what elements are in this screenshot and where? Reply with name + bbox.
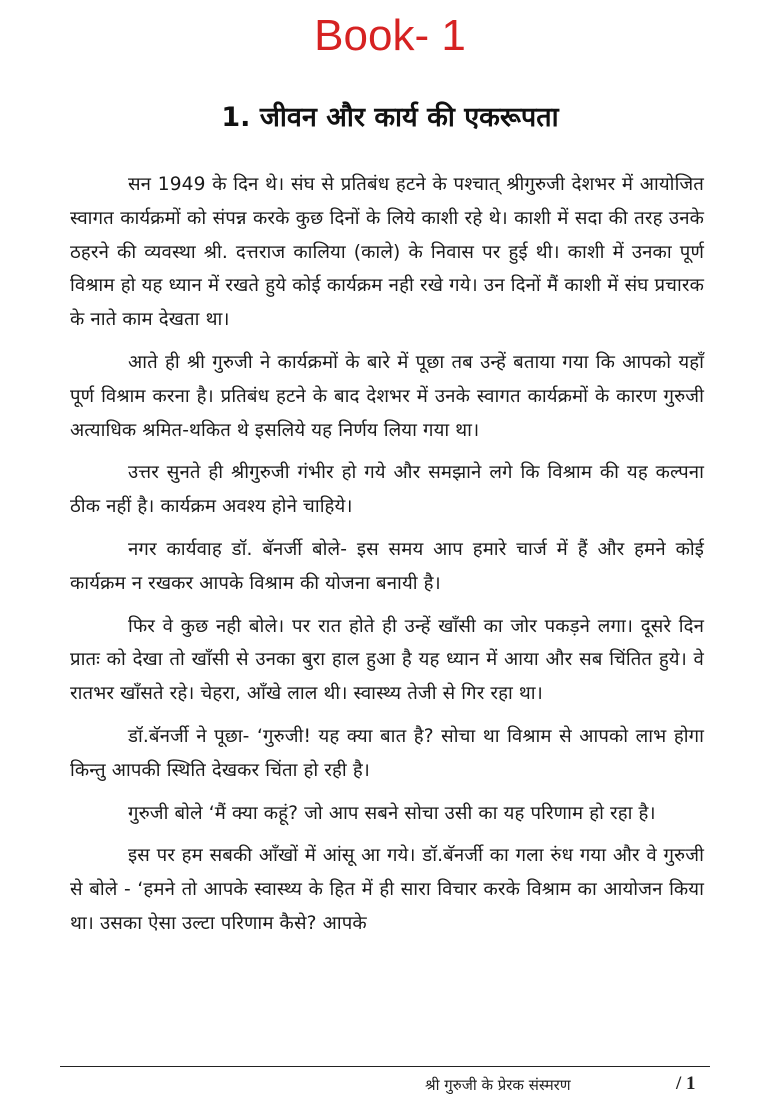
footer-divider	[60, 1066, 710, 1067]
paragraph-2: आते ही श्री गुरुजी ने कार्यक्रमों के बारे में पूछा तब उन्हें बताया गया कि आपको यहाँ पूर्ण विश्राम करना है। प्रतिबंध हटने के बाद देशभर में उनके स्वागत कार्यक्रमों के कारण गुरुजी अत्याधिक श्रमित-थकित थे इसलिये यह निर्णय लिया गया था।	[70, 351, 704, 441]
paragraph-1: सन 1949 के दिन थे। संघ से प्रतिबंध हटने के पश्चात् श्रीगुरुजी देशभर में आयोजित स्वागत कार्यक्रमों को संपन्न करके कुछ दिनों के लिये काशी रहे थे। काशी में सदा की तरह उनके ठहरने की व्यवस्था श्री. दत्तराज कालिया (काले) के निवास पर हुई थी। काशी में उनका पूर्ण विश्राम हो यह ध्यान में रखते हुये कोई कार्यक्रम नही रखे गये। उन दिनों मैं काशी में संघ प्रचारक के नाते काम देखता था।	[70, 174, 704, 331]
footer-page-number: / 1	[676, 1073, 696, 1094]
paragraph-4: नगर कार्यवाह डॉ. बॅनर्जी बोले- इस समय आप हमारे चार्ज में हैं और हमने कोई कार्यक्रम न रखकर आपके विश्राम की योजना बनायी है।	[70, 538, 704, 594]
chapter-title: 1. जीवन और कार्य की एकरूपता	[221, 102, 559, 133]
paragraph-8: इस पर हम सबकी आँखों में आंसू आ गये। डॉ.बॅनर्जी का गला रुंध गया और वे गुरुजी से बोले - ‘हमने तो आपके स्वास्थ्य के हित में ही सारा विचार करके विश्राम का आयोजन किया था। उसका ऐसा उल्टा परिणाम कैसे? आपके	[70, 845, 704, 934]
footer-book-title: श्री गुरुजी के प्रेरक संस्मरण	[425, 1076, 571, 1094]
paragraph-7: गुरुजी बोले ‘मैं क्या कहूं? जो आप सबने सोचा उसी का यह परिणाम हो रहा है।	[128, 802, 656, 824]
chapter-body	[70, 168, 704, 950]
paragraph-3: उत्तर सुनते ही श्रीगुरुजी गंभीर हो गये और समझाने लगे कि विश्राम की यह कल्पना ठीक नहीं है। कार्यक्रम अवश्य होने चाहिये।	[70, 462, 704, 518]
book-label: Book- 1	[314, 11, 466, 60]
paragraph-6: डॉ.बॅनर्जी ने पूछा- ‘गुरुजी! यह क्या बात है? सोचा था विश्राम से आपको लाभ होगा किन्तु आपकी स्थिति देखकर चिंता हो रही है।	[70, 725, 704, 781]
paragraph-5: फिर वे कुछ नही बोले। पर रात होते ही उन्हें खाँसी का जोर पकड़ने लगा। दूसरे दिन प्रातः को देखा तो खाँसी से उनका बुरा हाल हुआ है यह ध्यान में आया और सब चिंतित हुये। वे रातभर खाँसते रहे। चेहरा, आँखे लाल थी। स्वास्थ्य तेजी से गिर रहा था।	[70, 615, 704, 705]
